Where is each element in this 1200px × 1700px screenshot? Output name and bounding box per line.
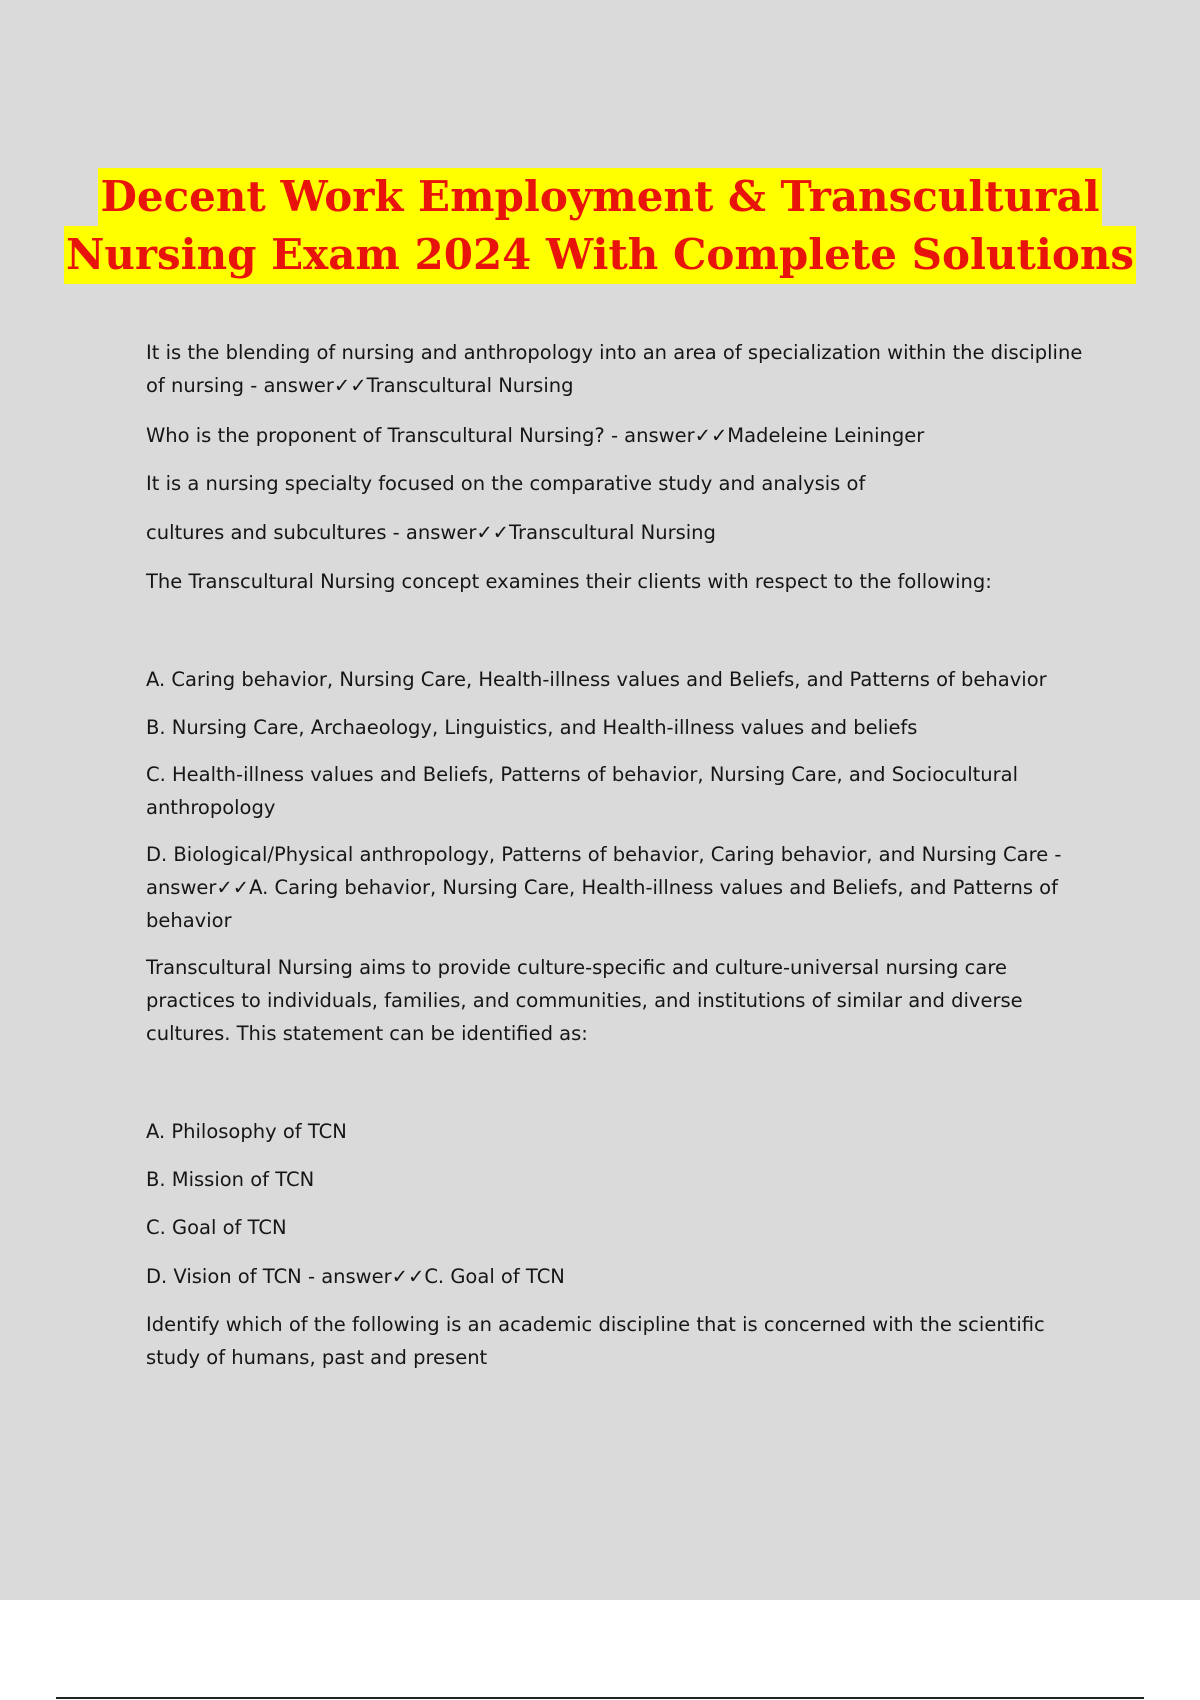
footer-divider (56, 1697, 1144, 1699)
option-b-1: B. Nursing Care, Archaeology, Linguistics, and Health-illness values and beliefs (146, 716, 918, 739)
paragraph-6: Transcultural Nursing aims to provide culture-specific and culture-universal nursing care practices to individuals, families, and communities, and institutions of similar and diverse cultures. This statement can be identified as: (146, 956, 1023, 1045)
paragraph-1: It is the blending of nursing and anthropology into an area of specialization within the discipline of nursing - answer✓✓Transcultural Nursing (146, 341, 1083, 397)
document-body (146, 336, 1086, 1374)
option-c-2: C. Goal of TCN (146, 1216, 287, 1239)
paragraph-7: Identify which of the following is an academic discipline that is concerned with the scientific study of humans, past and present (146, 1313, 1045, 1369)
option-a-2: A. Philosophy of TCN (146, 1120, 347, 1143)
option-b-2: B. Mission of TCN (146, 1168, 315, 1191)
option-d-2: D. Vision of TCN - answer✓✓C. Goal of TCN (146, 1265, 565, 1288)
paragraph-5: The Transcultural Nursing concept examines their clients with respect to the following: (146, 570, 992, 593)
paragraph-2: Who is the proponent of Transcultural Nursing? - answer✓✓Madeleine Leininger (146, 424, 925, 447)
paragraph-3: It is a nursing specialty focused on the comparative study and analysis of (146, 472, 866, 495)
document-title (0, 168, 1200, 284)
paragraph-4: cultures and subcultures - answer✓✓Transcultural Nursing (146, 521, 716, 544)
option-a-1: A. Caring behavior, Nursing Care, Health-illness values and Beliefs, and Patterns of behavior (146, 668, 1047, 691)
title-line-2: Nursing Exam 2024 With Complete Solutions (64, 226, 1136, 284)
option-d-1: D. Biological/Physical anthropology, Patterns of behavior, Caring behavior, and Nursing Care - answer✓✓A. Caring behavior, Nursing Care, Health-illness values and Beliefs, and Patterns of behavior (146, 843, 1062, 932)
title-line-1: Decent Work Employment & Transcultural (98, 168, 1101, 226)
option-c-1: C. Health-illness values and Beliefs, Patterns of behavior, Nursing Care, and Sociocultural anthropology (146, 763, 1019, 819)
